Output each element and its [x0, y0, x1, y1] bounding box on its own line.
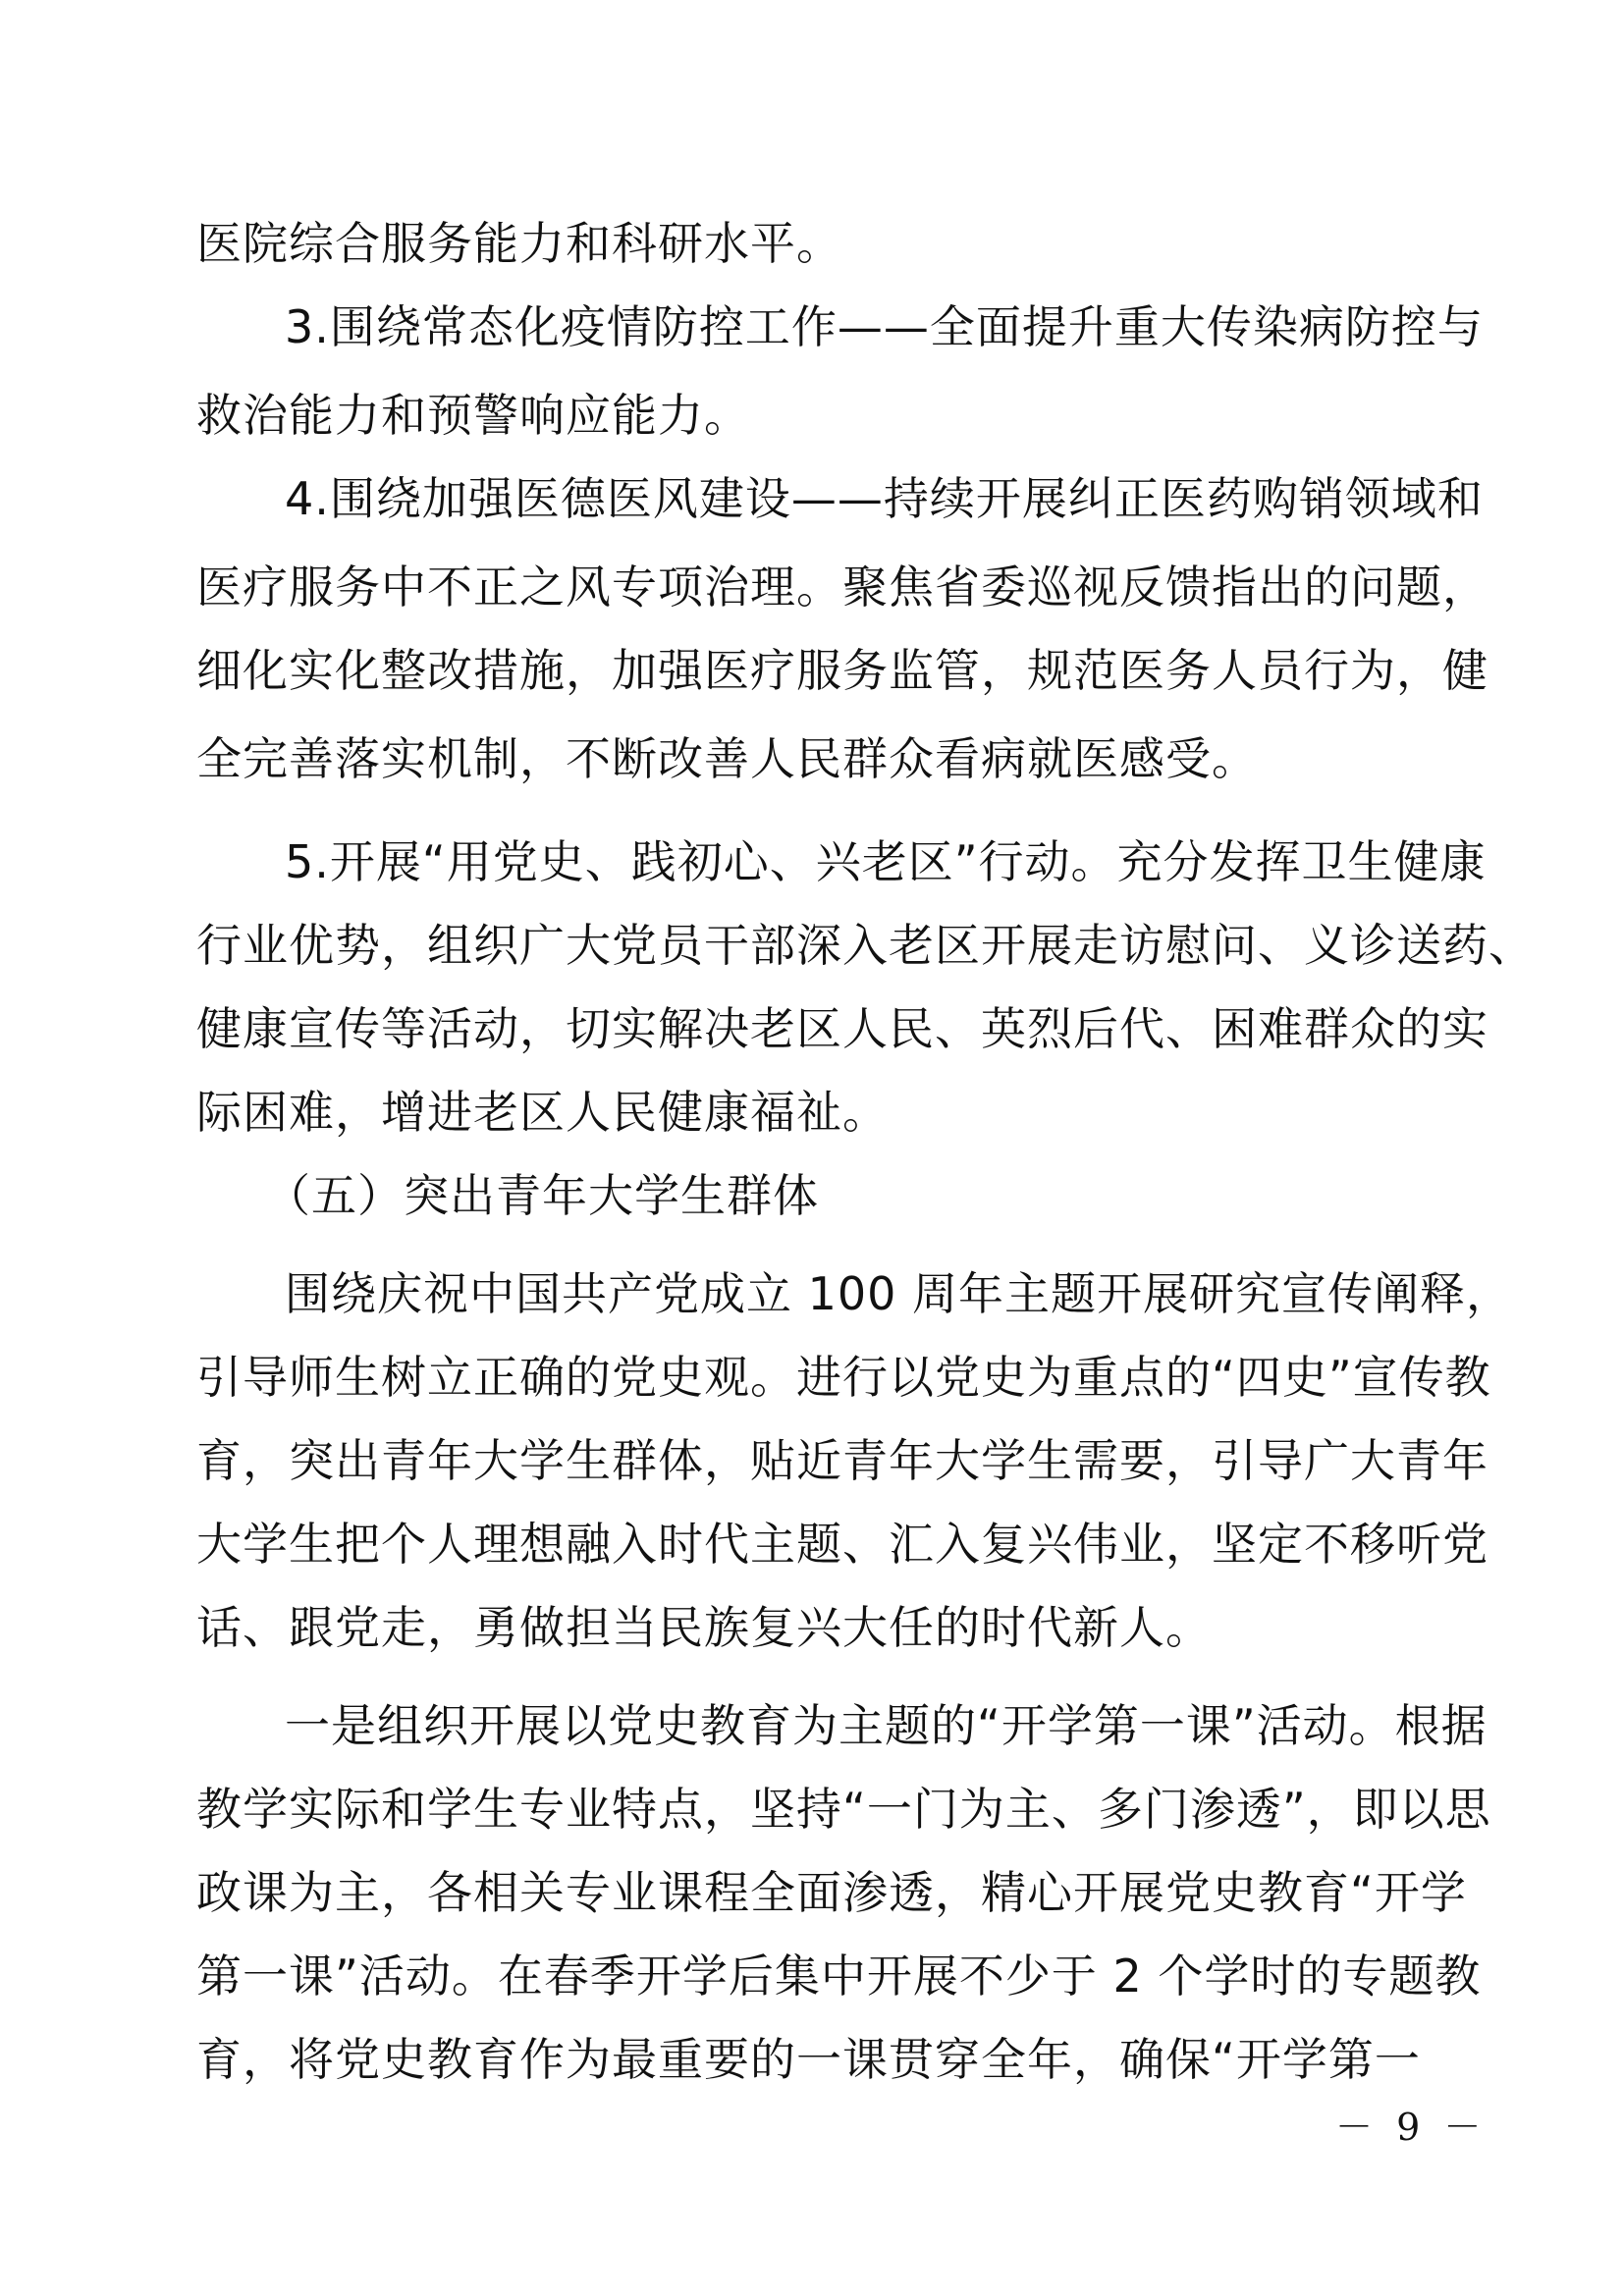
text-line: 育，突出青年大学生群体，贴近青年大学生需要，引导广大青年: [196, 1434, 1488, 1487]
text-line: 大学生把个人理想融入时代主题、汇入复兴伟业，坚定不移听党: [196, 1518, 1488, 1571]
text-line: 3.围绕常态化疫情防控工作——全面提升重大传染病防控与: [285, 300, 1484, 353]
section-heading: （五）突出青年大学生群体: [265, 1169, 819, 1222]
text-line: 教学实际和学生专业特点，坚持“一门为主、多门渗透”，即以思: [196, 1783, 1491, 1836]
text-line: 5.开展“用党史、践初心、兴老区”行动。充分发挥卫生健康: [285, 835, 1487, 888]
text-line: 医疗服务中不正之风专项治理。聚焦省委巡视反馈指出的问题，: [196, 561, 1488, 614]
text-line: 4.围绕加强医德医风建设——持续开展纠正医药购销领域和: [285, 472, 1484, 525]
text-line: 际困难，增进老区人民健康福祉。: [196, 1086, 889, 1139]
text-line: 救治能力和预警响应能力。: [196, 389, 750, 442]
text-line: 健康宣传等活动，切实解决老区人民、英烈后代、困难群众的实: [196, 1002, 1488, 1055]
text-line: 一是组织开展以党史教育为主题的“开学第一课”活动。根据: [285, 1699, 1488, 1752]
text-line: 政课为主，各相关专业课程全面渗透，精心开展党史教育“开学: [196, 1866, 1467, 1919]
page-number: － 9 －: [1335, 2106, 1488, 2149]
text-line: 话、跟党走，勇做担当民族复兴大任的时代新人。: [196, 1601, 1212, 1654]
text-line: 引导师生树立正确的党史观。进行以党史为重点的“四史”宣传教: [196, 1351, 1491, 1404]
text-line: 第一课”活动。在春季开学后集中开展不少于 2 个学时的专题教: [196, 1949, 1482, 2002]
text-line: 行业优势，组织广大党员干部深入老区开展走访慰问、义诊送药、: [196, 919, 1535, 972]
text-line: 细化实化整改措施，加强医疗服务监管，规范医务人员行为，健: [196, 644, 1488, 697]
text-line: 围绕庆祝中国共产党成立 100 周年主题开展研究宣传阐释，: [285, 1267, 1513, 1320]
text-line: 育，将党史教育作为最重要的一课贯穿全年，确保“开学第一: [196, 2033, 1421, 2086]
text-line: 医院综合服务能力和科研水平。: [196, 217, 842, 270]
text-line: 全完善落实机制，不断改善人民群众看病就医感受。: [196, 732, 1258, 785]
